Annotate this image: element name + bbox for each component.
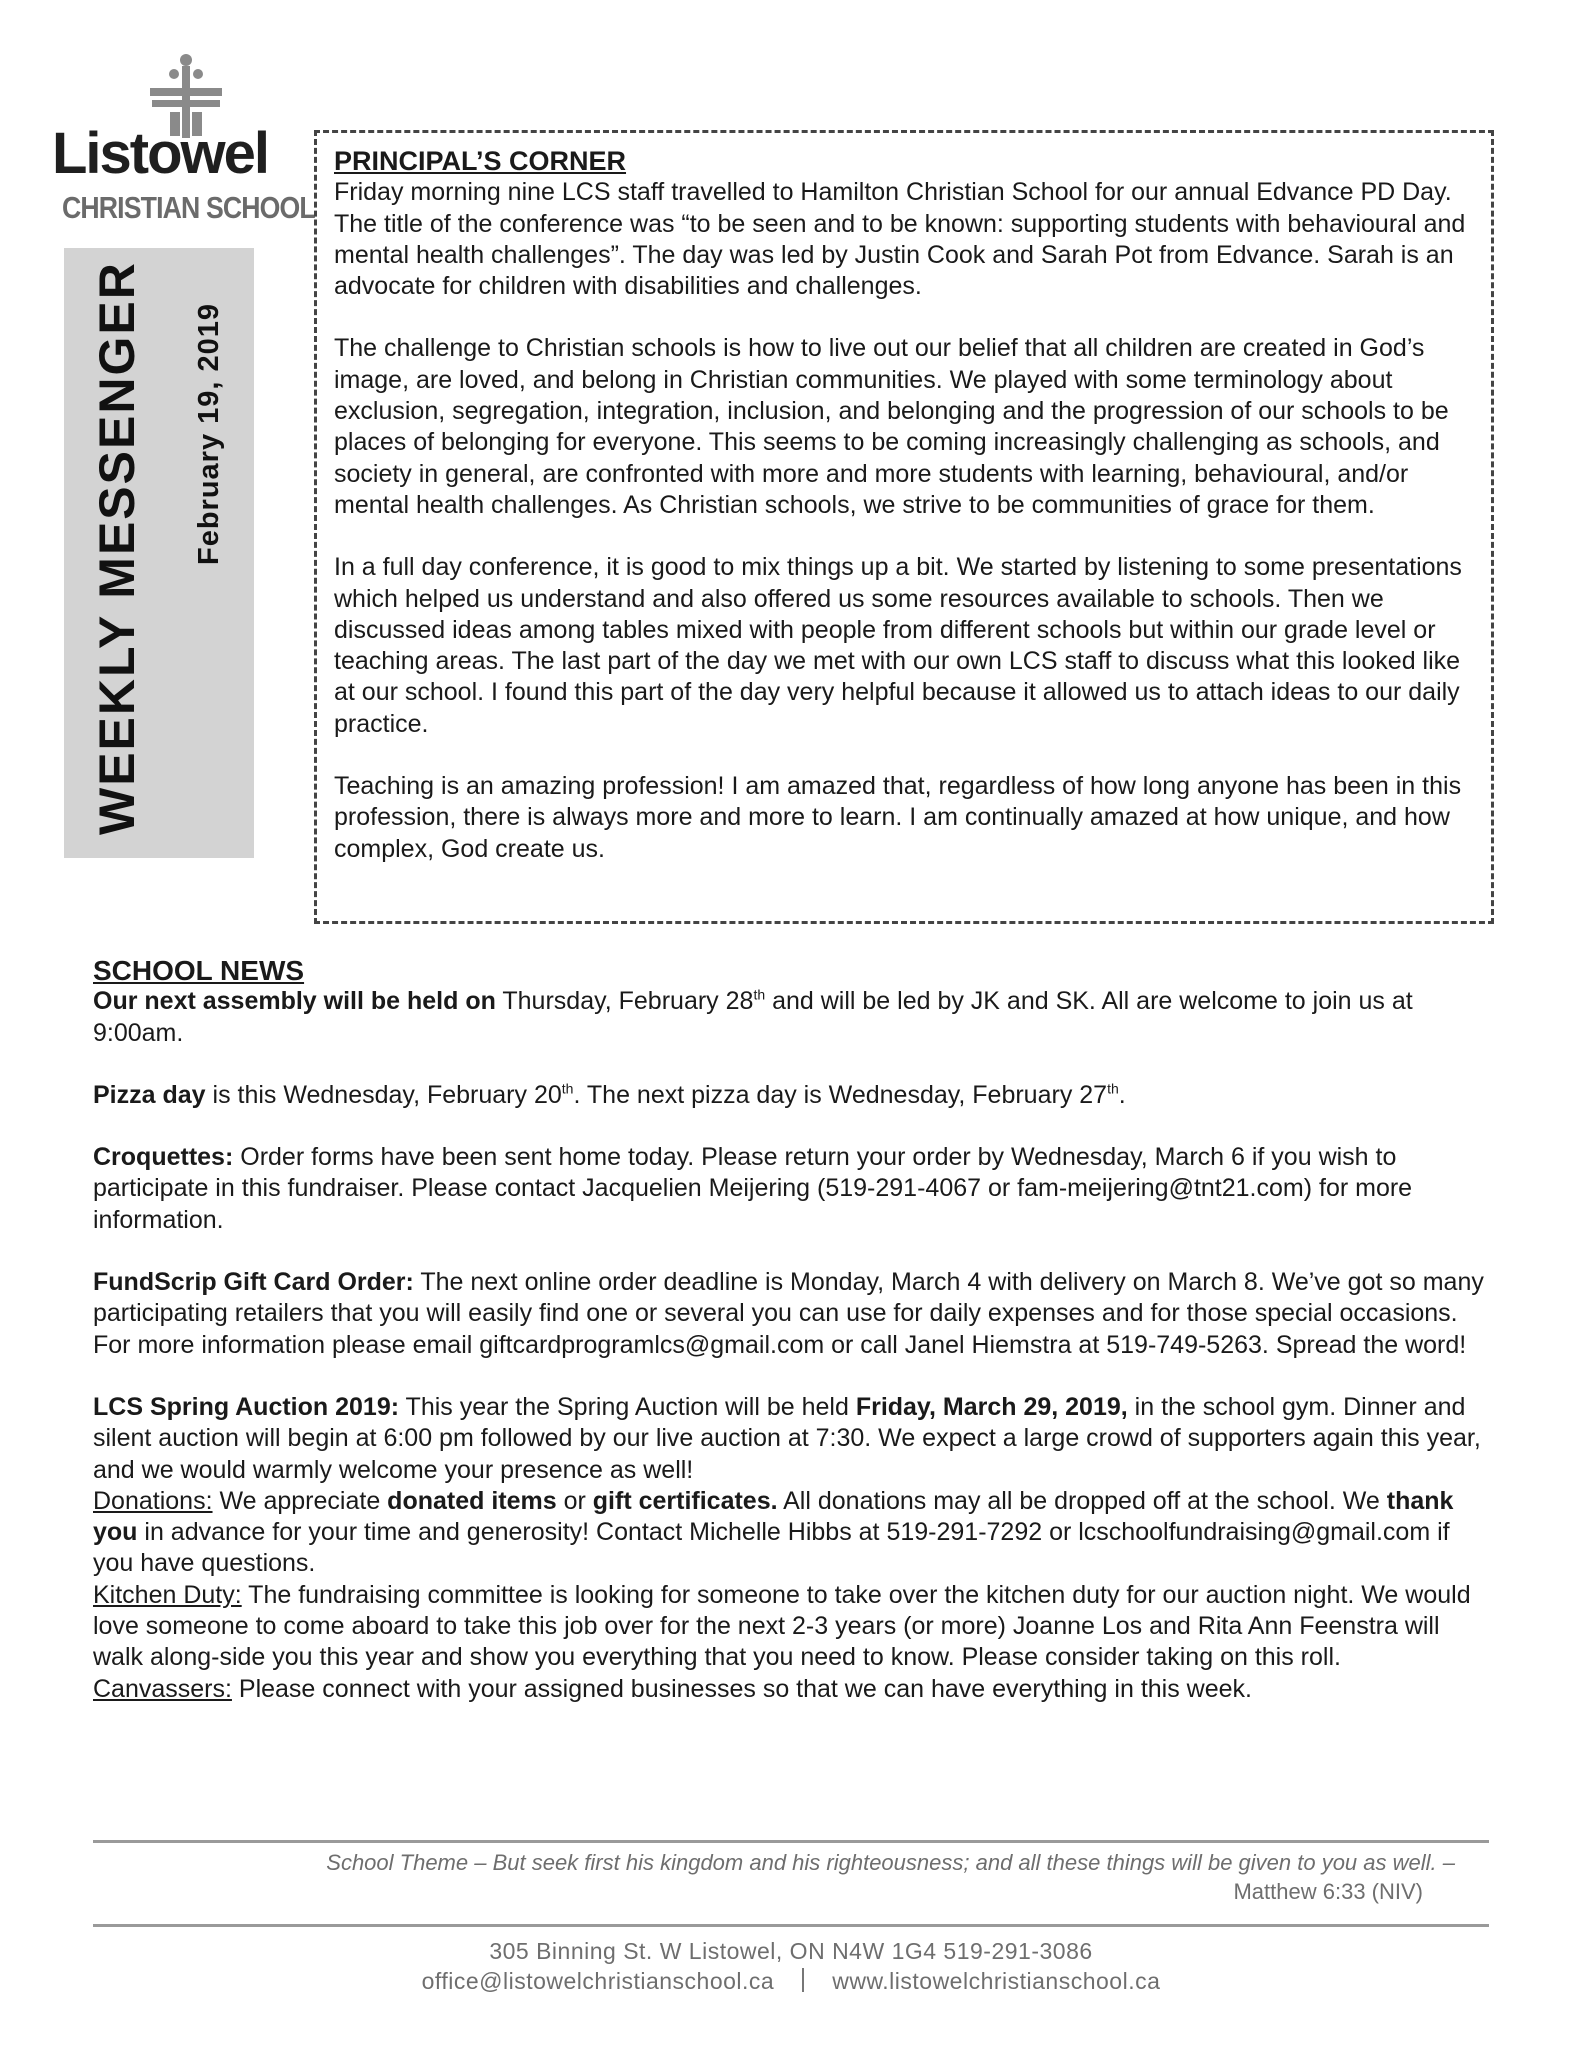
kitchen-duty-item: Kitchen Duty: The fundraising committee is looking for someone to take over the kitchen duty for our auction night. We would love someone to come aboard to take this job over for the next 2-3 years (or more) Joanne Los and Rita Ann Feenstra will walk along-side you this year and show you everything that you need to know. Please consider taking on this roll. bbox=[93, 1580, 1471, 1672]
principal-paragraph: Friday morning nine LCS staff travelled to Hamilton Christian School for our annual Edvance PD Day. The title of the conference was “to be seen and to be known: supporting students with behavioural and mental health challenges”. The day was led by Justin Cook and Sarah Pot from Edvance. Sarah is an advocate for children with disabilities and challenges. bbox=[334, 178, 1466, 301]
assembly-item: Our next assembly will be held on Thursday, February 28th and will be led by JK and SK. All are welcome to join us at 9:00am. bbox=[93, 986, 1413, 1047]
footer-divider bbox=[93, 1840, 1489, 1843]
separator bbox=[802, 1968, 804, 1992]
contact-line bbox=[93, 1966, 1489, 1996]
principal-corner bbox=[334, 146, 1484, 865]
footer-divider bbox=[93, 1924, 1489, 1927]
website-link[interactable]: www.listowelchristianschool.ca bbox=[832, 1968, 1161, 1994]
principal-paragraph: Teaching is an amazing profession! I am amazed that, regardless of how long anyone has been in this profession, there is always more and more to learn. I am continually amazed at how unique, and how complex, God create us. bbox=[334, 772, 1462, 863]
newsletter-title: WEEKLY MESSENGER bbox=[89, 261, 145, 835]
croquettes-item: Croquettes: Order forms have been sent home today. Please return your order by Wednesday, March 6 if you wish to participate in this fundraiser. Please contact Jacquelien Meijering (519-291-4067 or fam-meijering@tnt21.com) for more information. bbox=[93, 1143, 1413, 1234]
school-theme: School Theme – But seek first his kingdom and his righteousness; and all these things will be given to you as well. – bbox=[326, 1850, 1455, 1875]
principal-paragraph: The challenge to Christian schools is how to live out our belief that all children are created in God’s image, are loved, and belong in Christian communities. We played with some terminology about exclusion, segregation, integration, inclusion, and belonging and the progression of our schools to be places of belonging for everyone. This seems to be coming increasingly challenging as schools, and society in general, are confronted with more and more students with learning, behavioural, and/or mental health challenges. As Christian schools, we strive to be communities of grace for them. bbox=[334, 334, 1449, 519]
donations-item: Donations: We appreciate donated items or gift certificates. All donations may all be dropped off at the school. We thank you in advance for your time and generosity! Contact Michelle Hibbs at 519-291-7292 or lcschoolfundraising@gmail.com if you have questions. bbox=[93, 1486, 1454, 1578]
auction-item: LCS Spring Auction 2019: This year the Spring Auction will be held Friday, March 29, 2019, in the school gym. Dinner and silent auction will begin at 6:00 pm followed by our live auction at 7:30. We expect a large crowd of supporters again this year, and we would warmly welcome your presence as well! bbox=[93, 1392, 1481, 1484]
logo-subtitle: CHRISTIAN SCHOOL bbox=[62, 190, 315, 225]
fundscrip-item: FundScrip Gift Card Order: The next online order deadline is Monday, March 4 with delivery on March 8. We’ve got so many participating retailers that you will easily find one or several you can use for daily expenses and for those special occasions. For more information please email giftcardprogramlcs@gmail.com or call Janel Hiemstra at 519-749-5263. Spread the word! bbox=[93, 1268, 1484, 1359]
school-news bbox=[93, 955, 1493, 1705]
logo-wordmark: Listowel bbox=[52, 121, 269, 186]
school-theme-reference: Matthew 6:33 (NIV) bbox=[1233, 1879, 1423, 1904]
canvassers-item: Canvassers: Please connect with your assigned businesses so that we can have everything in this week. bbox=[93, 1674, 1252, 1703]
newsletter-date: February 19, 2019 bbox=[193, 302, 225, 565]
pizza-item: Pizza day is this Wednesday, February 20th. The next pizza day is Wednesday, February 27th. bbox=[93, 1080, 1126, 1109]
school-address: 305 Binning St. W Listowel, ON N4W 1G4 519-291-3086 bbox=[489, 1938, 1093, 1964]
principal-paragraph: In a full day conference, it is good to mix things up a bit. We started by listening to some presentations which helped us understand and also offered us some resources available to schools. Then we discussed ideas among tables mixed with people from different schools but within our grade level or teaching areas. The last part of the day we met with our own LCS staff to discuss what this looked like at our school. I found this part of the day very helpful because it allowed us to attach ideas to our daily practice. bbox=[334, 553, 1462, 738]
school-news-heading: SCHOOL NEWS bbox=[93, 955, 305, 986]
principal-corner-heading: PRINCIPAL’S CORNER bbox=[334, 146, 627, 176]
email-link[interactable]: office@listowelchristianschool.ca bbox=[421, 1968, 775, 1994]
